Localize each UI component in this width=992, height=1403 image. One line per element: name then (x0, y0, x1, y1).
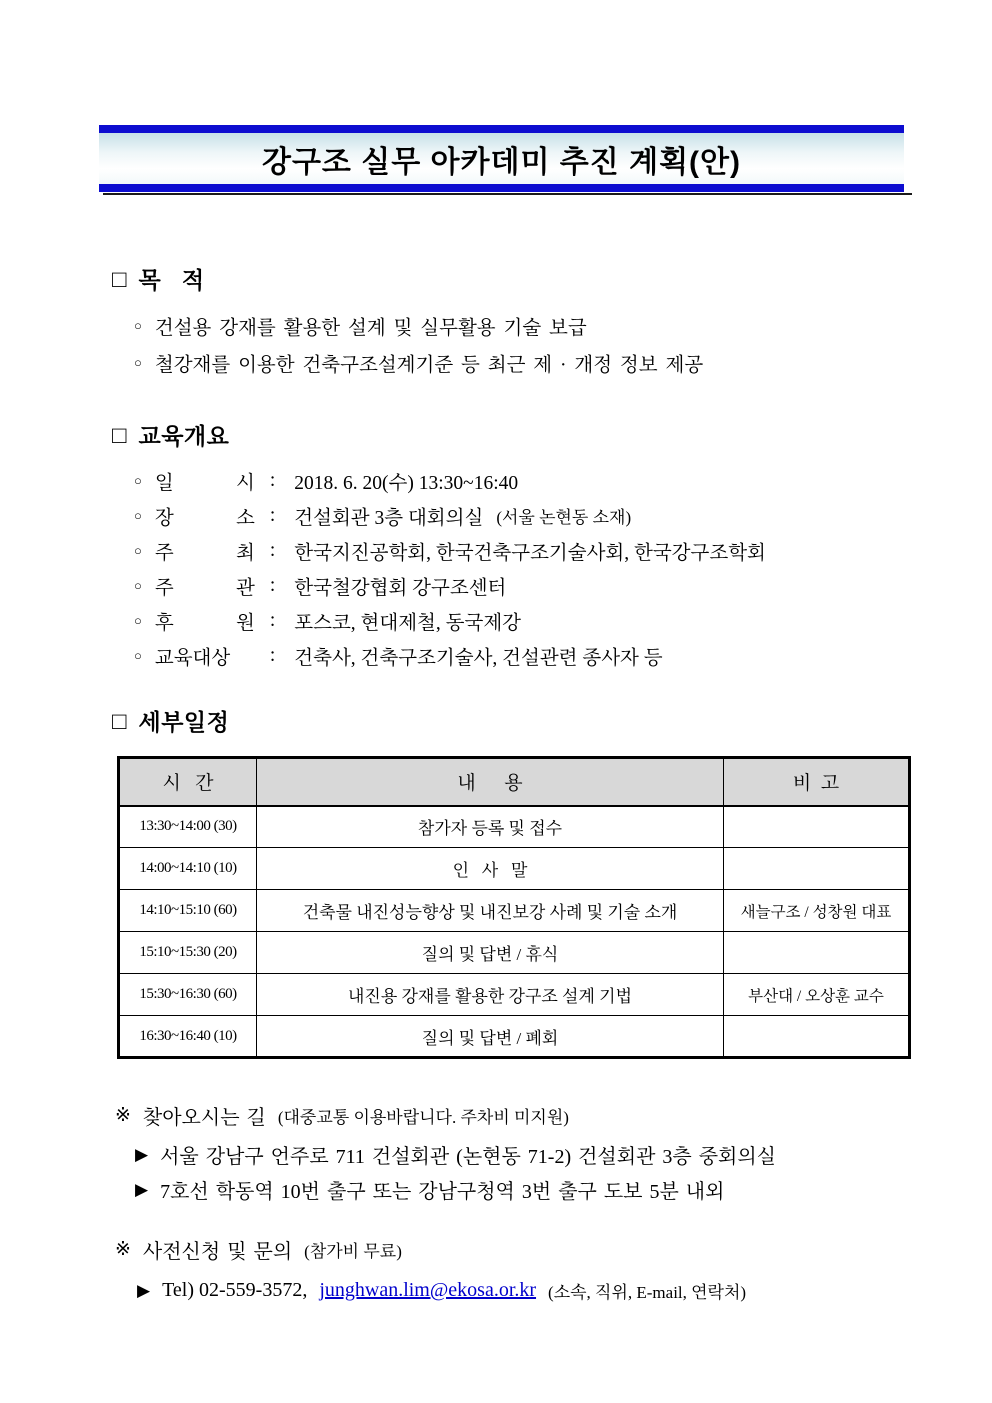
table-row (119, 848, 910, 890)
overview-note: (서울 논현동 소재) (496, 508, 632, 527)
overview-label: 장 소 (154, 507, 255, 529)
circle-bullet-icon: ○ (134, 648, 142, 663)
schedule-table (117, 756, 911, 1059)
triangle-bullet-icon: ▶ (135, 1180, 149, 1199)
cell-content: 참가자 등록 및 접수 (257, 806, 724, 848)
directions-item-text: 7호선 학동역 10번 출구 또는 강남구청역 3번 출구 도보 5분 내외 (160, 1181, 725, 1203)
overview-value: 2018. 6. 20(수) 13:30~16:40 (294, 472, 519, 494)
square-bullet-icon: □ (112, 423, 127, 449)
cell-content: 내진용 강재를 활용한 강구조 설계 기법 (257, 974, 724, 1016)
overview-value: 포스코, 현대제철, 동국제강 (294, 612, 521, 634)
overview-value: 건설회관 3층 대회의실 (294, 507, 484, 529)
overview-value: 한국지진공학회, 한국건축구조기술사회, 한국강구조학회 (294, 542, 766, 564)
overview-colon: : (269, 469, 276, 491)
square-bullet-icon: □ (112, 267, 127, 293)
table-row (119, 890, 910, 932)
purpose-heading (112, 265, 908, 295)
overview-row (134, 603, 908, 638)
cell-remark: 새늘구조 / 성창원 대표 (724, 890, 910, 932)
application-title: 사전신청 및 문의 (142, 1240, 293, 1263)
directions-section (115, 1099, 908, 1207)
col-header-content: 내 용 (257, 758, 724, 806)
contact-row (137, 1273, 908, 1308)
directions-title-note: (대중교통 이용바랍니다. 주차비 미지원) (277, 1107, 569, 1127)
reference-mark-icon: ※ (115, 1104, 131, 1126)
list-item (135, 1137, 908, 1172)
directions-title-row (115, 1099, 908, 1131)
directions-list (135, 1137, 908, 1207)
contact-required-info: (소속, 직위, E-mail, 연락처) (548, 1283, 747, 1302)
overview-colon: : (269, 609, 276, 631)
overview-label: 일 시 (154, 472, 255, 494)
cell-time: 13:30~14:00 (30) (119, 806, 257, 848)
table-header-row (119, 758, 910, 806)
overview-row (134, 638, 908, 673)
col-header-remark: 비 고 (724, 758, 910, 806)
schedule-heading (112, 707, 908, 737)
overview-colon: : (269, 539, 276, 561)
table-row (119, 1016, 910, 1058)
table-row (119, 806, 910, 848)
cell-content: 인 사 말 (257, 848, 724, 890)
overview-label: 주 관 (154, 577, 255, 599)
cell-time: 15:30~16:30 (60) (119, 974, 257, 1016)
table-row (119, 974, 910, 1016)
circle-bullet-icon: ○ (134, 508, 142, 523)
title-banner (99, 125, 904, 192)
overview-heading-label: 교육개요 (138, 423, 230, 449)
overview-row (134, 568, 908, 603)
application-title-row (115, 1233, 908, 1265)
overview-label: 교육대상 (154, 647, 231, 669)
circle-bullet-icon: ○ (134, 578, 142, 593)
tel-number: Tel) 02-559-3572, (162, 1279, 308, 1301)
reference-mark-icon: ※ (115, 1238, 131, 1260)
directions-title: 찾아오시는 길 (142, 1106, 266, 1129)
overview-row (134, 463, 908, 498)
cell-remark (724, 848, 910, 890)
triangle-bullet-icon: ▶ (135, 1145, 149, 1164)
overview-label: 후 원 (154, 612, 255, 634)
application-section (115, 1233, 908, 1308)
email-link[interactable]: junghwan.lim@ekosa.or.kr (319, 1279, 537, 1301)
document-content (0, 265, 992, 1308)
cell-time: 16:30~16:40 (10) (119, 1016, 257, 1058)
overview-value: 건축사, 건축구조기술사, 건설관련 종사자 등 (294, 647, 663, 669)
purpose-item-text: 건설용 강재를 활용한 설계 및 실무활용 기술 보급 (154, 317, 587, 339)
purpose-list (134, 307, 908, 381)
cell-content: 건축물 내진성능향상 및 내진보강 사례 및 기술 소개 (257, 890, 724, 932)
cell-time: 14:00~14:10 (10) (119, 848, 257, 890)
circle-bullet-icon: ○ (134, 543, 142, 558)
overview-value: 한국철강협회 강구조센터 (294, 577, 507, 599)
list-item (134, 344, 908, 381)
table-row (119, 932, 910, 974)
cell-content: 질의 및 답변 / 폐회 (257, 1016, 724, 1058)
list-item (134, 307, 908, 344)
overview-label: 주 최 (154, 542, 255, 564)
overview-row (134, 498, 908, 533)
cell-remark: 부산대 / 오상훈 교수 (724, 974, 910, 1016)
circle-bullet-icon: ○ (134, 318, 142, 333)
col-header-time: 시 간 (119, 758, 257, 806)
purpose-item-text: 철강재를 이용한 건축구조설계기준 등 최근 제 · 개정 정보 제공 (154, 354, 704, 376)
document-title: 강구조 실무 아카데미 추진 계획(안) (261, 145, 742, 179)
circle-bullet-icon: ○ (134, 613, 142, 628)
list-item (135, 1172, 908, 1207)
overview-colon: : (269, 644, 276, 666)
directions-item-text: 서울 강남구 언주로 711 건설회관 (논현동 71-2) 건설회관 3층 중회의실 (160, 1146, 776, 1168)
circle-bullet-icon: ○ (134, 473, 142, 488)
overview-colon: : (269, 504, 276, 526)
square-bullet-icon: □ (112, 709, 127, 735)
cell-remark (724, 932, 910, 974)
cell-time: 15:10~15:30 (20) (119, 932, 257, 974)
schedule-heading-label: 세부일정 (138, 709, 230, 735)
overview-colon: : (269, 574, 276, 596)
purpose-heading-label: 목 적 (138, 267, 205, 293)
overview-heading (112, 421, 908, 451)
cell-remark (724, 806, 910, 848)
application-title-note: (참가비 무료) (304, 1241, 402, 1261)
overview-list (134, 463, 908, 673)
overview-row (134, 533, 908, 568)
cell-remark (724, 1016, 910, 1058)
circle-bullet-icon: ○ (134, 355, 142, 370)
cell-content: 질의 및 답변 / 휴식 (257, 932, 724, 974)
triangle-bullet-icon: ▶ (137, 1281, 151, 1300)
cell-time: 14:10~15:10 (60) (119, 890, 257, 932)
